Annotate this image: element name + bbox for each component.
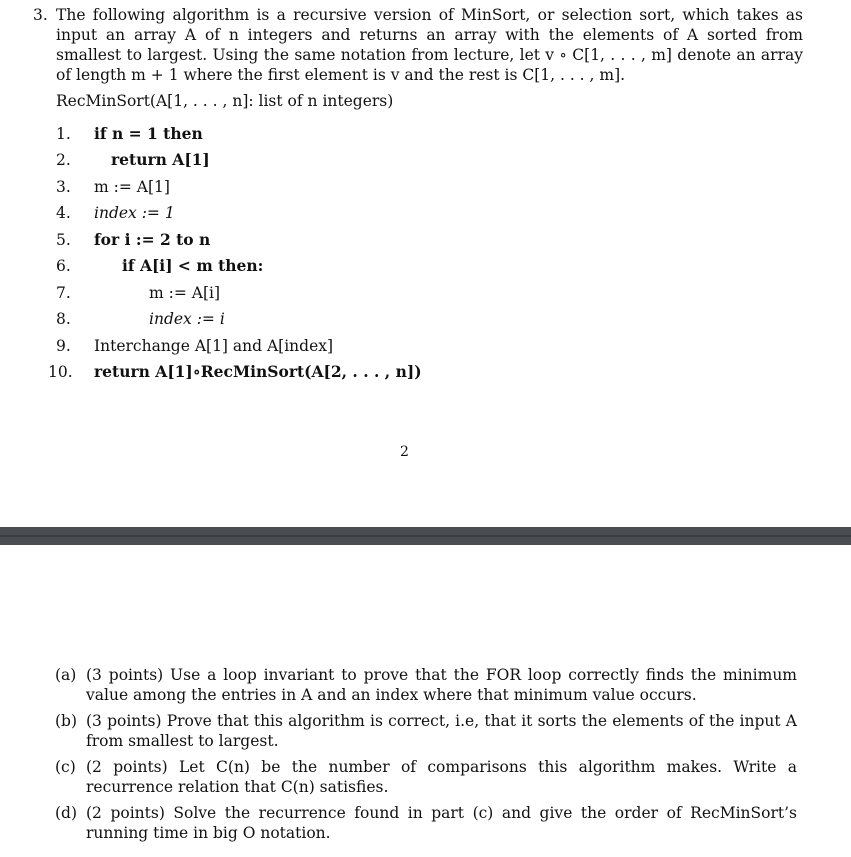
page-number: 2 xyxy=(400,444,409,460)
part-c xyxy=(55,757,797,797)
part-text: (2 points) Let C(n) be the number of comparisons this algorithm makes. Write a recurrence relation that C(n) satisfies. xyxy=(86,758,797,796)
question-parts xyxy=(55,665,797,849)
page-2: 3. The following algorithm is a recursive version of MinSort, or selection sort, which takes as input an array A of n integers and returns an array with the elements of A sorted from smallest to largest. Using the same notation from lecture, let v ∘ C[1, . . . , m] denote an array of length m + 1 where the first element is v and the rest is C[1, . . . , m]. RecMinSort(A[1, . . . , n]: list of n integers) 1. if n = 1 then 2. return A[1] 3. m := A[1] 4. index := 1 5. for i := 2 to n 6. if A[i] < m then: 7. m := A[i] 8. index := i 9. Interchange A[1] and A[index] 10. return A[1]∘RecMinSort(A[2, . . . , n]) 2 xyxy=(0,0,851,527)
page-3 xyxy=(0,545,851,857)
page-separator xyxy=(0,527,851,545)
problem-text: The following algorithm is a recursive version of MinSort, or selection sort, which takes as input an array A of n integers and returns an array with the elements of A sorted from smallest to largest. Using the same notation from lecture, let v ∘ C[1, . . . , m] denote an array of length m + 1 where the first element is v and the rest is C[1, . . . , m]. xyxy=(56,6,803,84)
part-text: (3 points) Prove that this algorithm is correct, i.e, that it sorts the elements of the input A from smallest to largest. xyxy=(86,712,797,750)
part-label: (a) xyxy=(55,666,77,684)
part-a xyxy=(55,665,797,705)
part-text: (2 points) Solve the recurrence found in part (c) and give the order of RecMinSort’s running time in big O notation. xyxy=(86,804,797,842)
problem-statement xyxy=(33,5,803,85)
part-label: (d) xyxy=(55,804,78,822)
part-d xyxy=(55,803,797,843)
function-signature: RecMinSort(A[1, . . . , n]: list of n integers) xyxy=(56,92,394,110)
part-label: (b) xyxy=(55,712,78,730)
problem-number: 3. xyxy=(33,6,48,24)
part-label: (c) xyxy=(55,758,76,776)
part-b xyxy=(55,711,797,751)
part-text: (3 points) Use a loop invariant to prove that the FOR loop correctly finds the minimum value among the entries in A and an index where that minimum value occurs. xyxy=(86,666,797,704)
